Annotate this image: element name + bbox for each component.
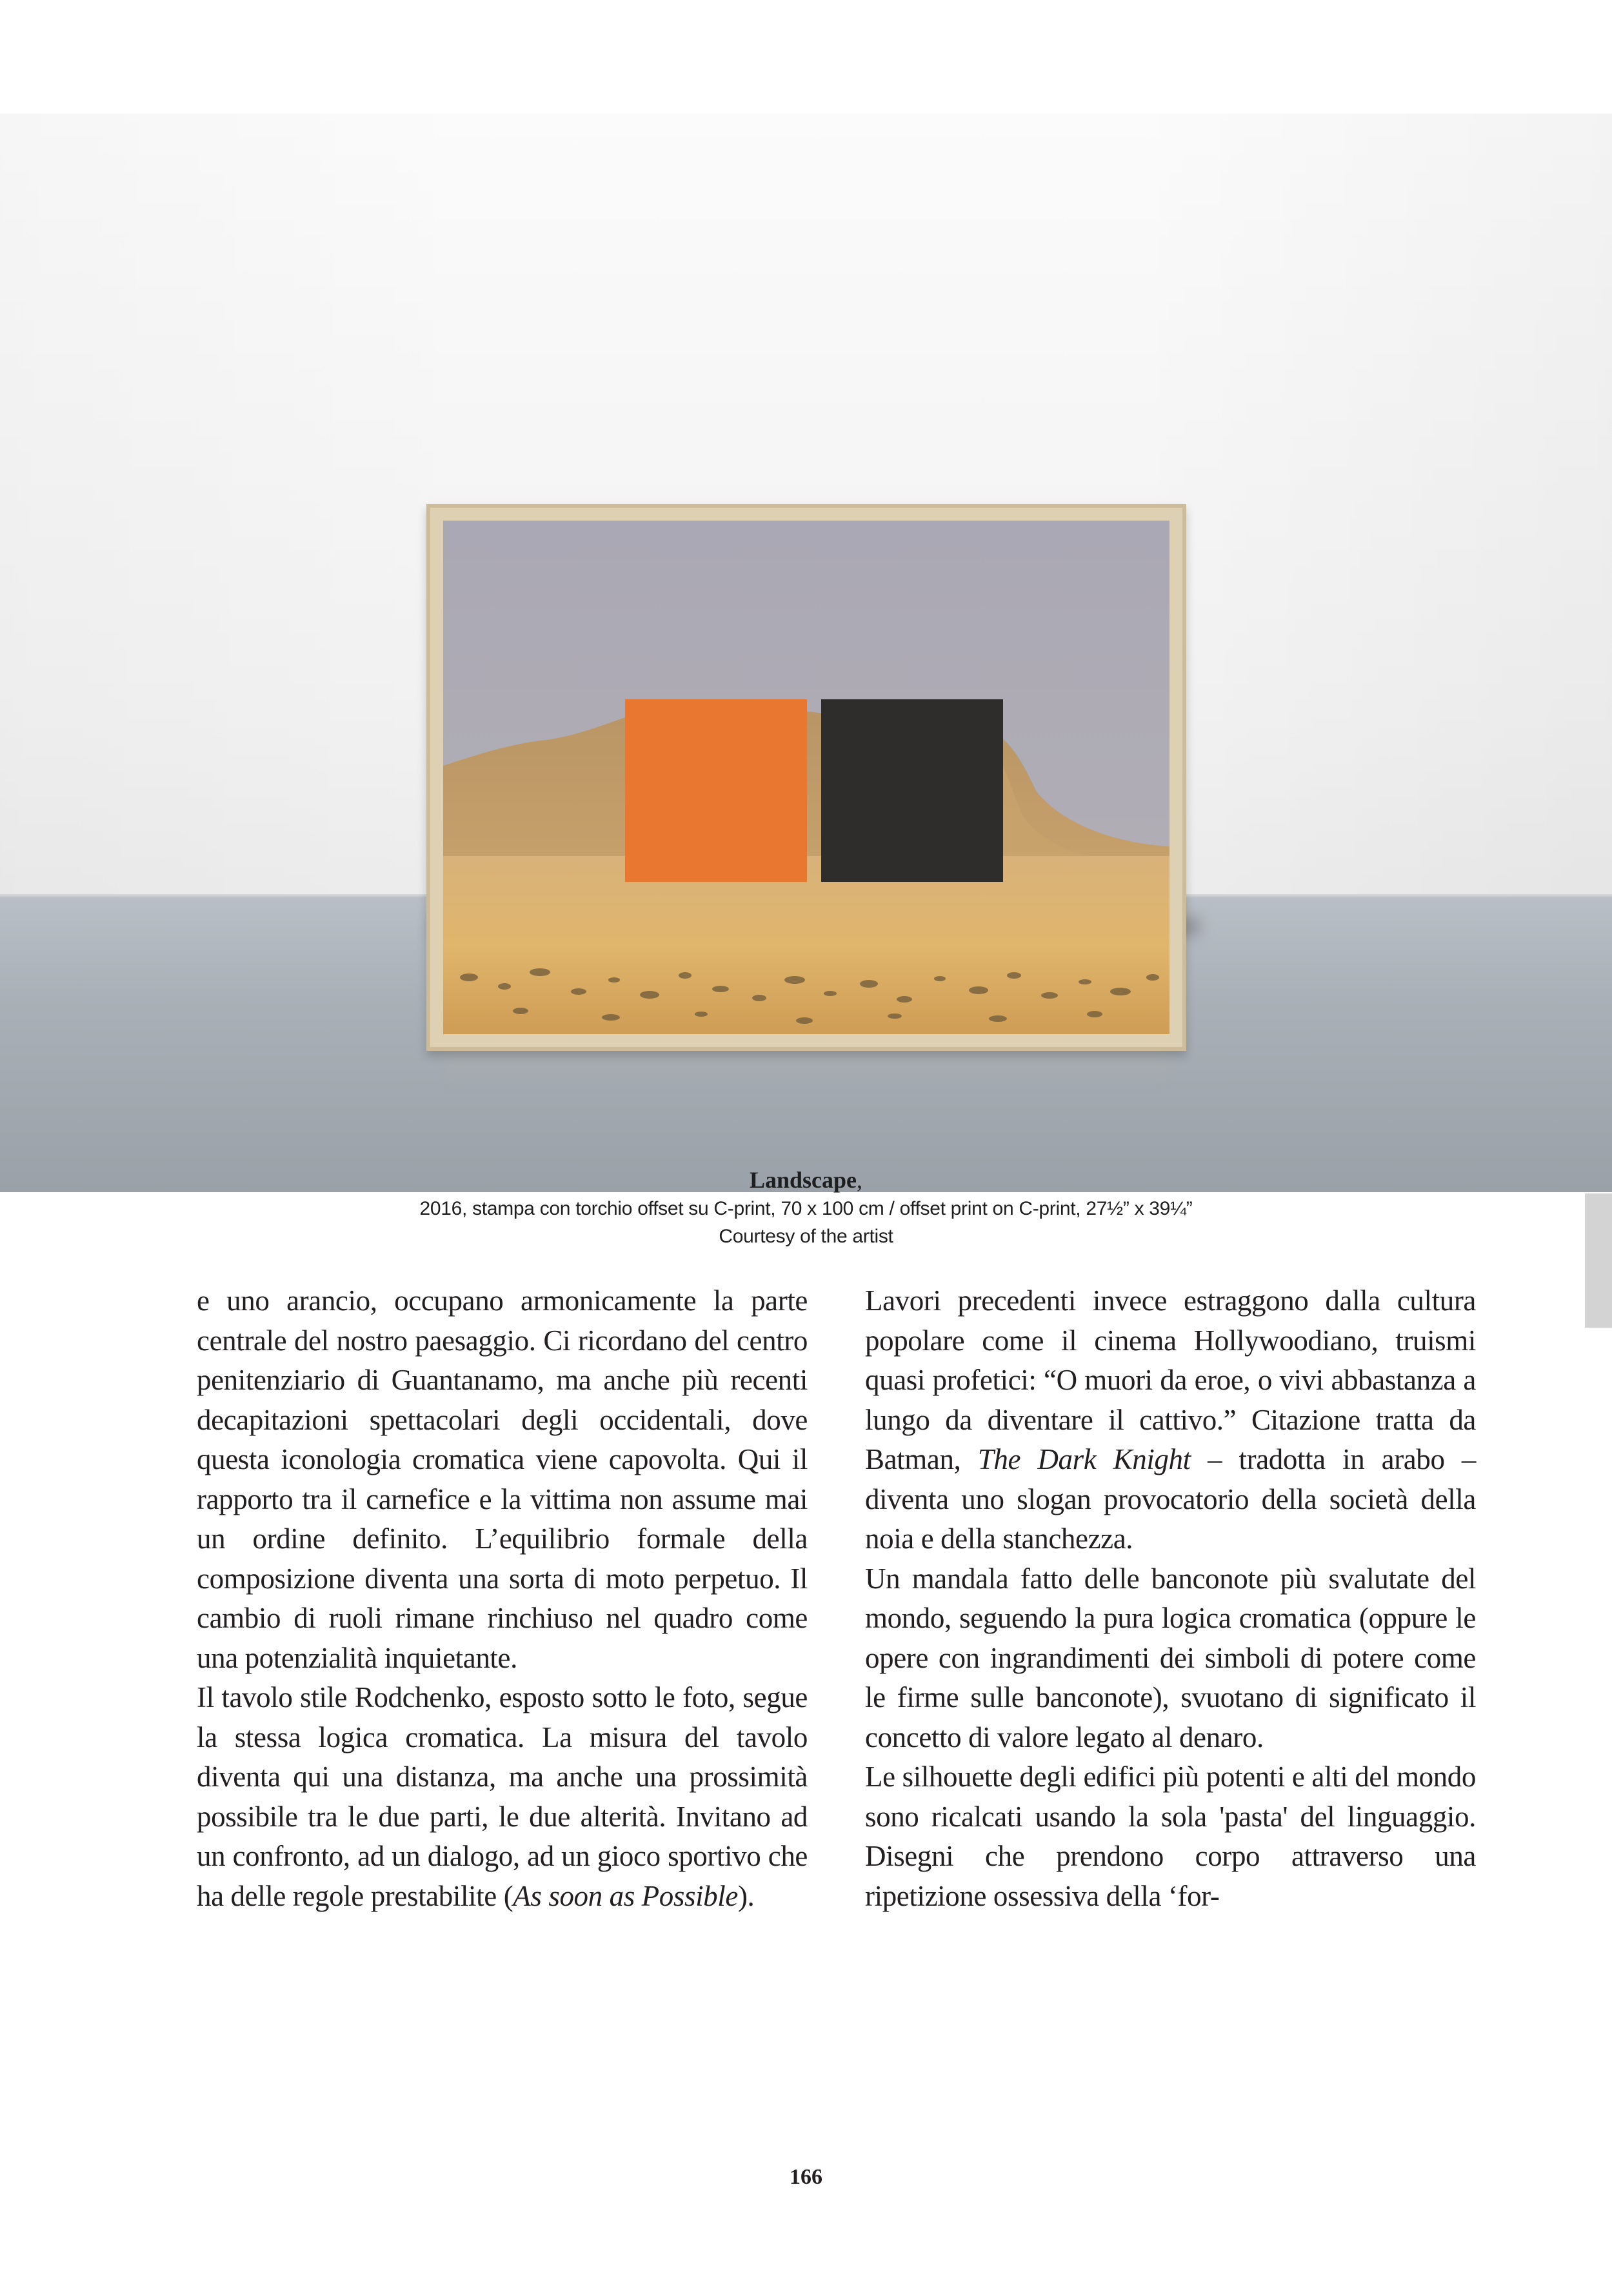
left-paragraph-2 <box>197 1678 808 1916</box>
caption-title: Landscape <box>749 1167 857 1193</box>
caption-title-suffix: , <box>857 1167 863 1193</box>
desert-plain <box>443 856 1169 1034</box>
left-paragraph-2-text: Il tavolo stile Rodchenko, esposto sotto le foto, segue la stessa logica cromatica. La misura del tavolo diventa qui una distanza, ma anche una prossimità possibile tra le due parti, le due alterità. Invitano ad un confronto, ad un dialogo, ad un gioco sportivo che ha delle regole prestabilite ( <box>197 1681 808 1912</box>
caption-credit: Courtesy of the artist <box>719 1226 893 1247</box>
page-edge-tab <box>1585 1193 1612 1328</box>
photo-caption <box>0 1165 1612 1250</box>
right-text-column <box>865 1281 1476 1916</box>
right-paragraph-2: Un mandala fatto delle banconote più svalutate del mondo, seguendo la pura logica cromatica (oppure le opere con ingrandimenti dei simboli di potere come le firme sulle banconote), svuotano di significato il concetto di valore legato al denaro. <box>865 1562 1476 1753</box>
caption-details: 2016, stampa con torchio offset su C-print, 70 x 100 cm / offset print on C-print, 27½” x 39¼” <box>419 1198 1193 1219</box>
artwork-photo <box>0 114 1612 1247</box>
page-number: 166 <box>790 2165 822 2189</box>
landscape-print <box>443 521 1169 1034</box>
caption-title-line <box>0 1165 1612 1195</box>
black-square <box>821 699 1003 882</box>
right-paragraph-3: Le silhouette degli edifici più potenti e alti del mondo sono ricalcati usando la sola 'pasta' del linguaggio. Disegni che prendono corpo attraverso una ripetizione ossessiva della ‘for- <box>865 1761 1476 1912</box>
picture-frame <box>426 504 1186 1051</box>
orange-square <box>625 699 807 882</box>
left-paragraph-2-italic: As soon as Possible <box>513 1879 738 1912</box>
right-paragraph-1 <box>865 1281 1476 1559</box>
left-text-column <box>197 1281 808 1916</box>
left-paragraph-1: e uno arancio, occupano armonicamente la parte centrale del nostro paesaggio. Ci ricordano del centro penitenziario di Guantanamo, ma anche più recenti decapitazioni spettacolari degli occidentali, dove questa iconologia cromatica viene capovolta. Qui il rapporto tra il carnefice e la vittima non assume mai un ordine definito. L’equilibrio formale della composizione diventa una sorta di moto perpetuo. Il cambio di ruoli rimane rinchiuso nel quadro come una potenzialità inquietante. <box>197 1284 808 1674</box>
right-paragraph-1-text: Lavori precedenti invece estraggono dalla cultura popolare come il cinema Hollywoodiano, truismi quasi profetici: “O muori da eroe, o vivi abbastanza a lungo da diventare il cattivo.” Citazione tratta da Batman, <box>865 1284 1476 1475</box>
landscape-artwork-image <box>443 521 1169 1034</box>
right-paragraph-1-italic: The Dark Knight <box>977 1443 1191 1475</box>
right-paragraph-1-end: – tradotta in arabo – diventa uno slogan provocatorio della società della noia e della stanchezza. <box>865 1443 1476 1555</box>
left-paragraph-2-end: ). <box>737 1879 755 1912</box>
